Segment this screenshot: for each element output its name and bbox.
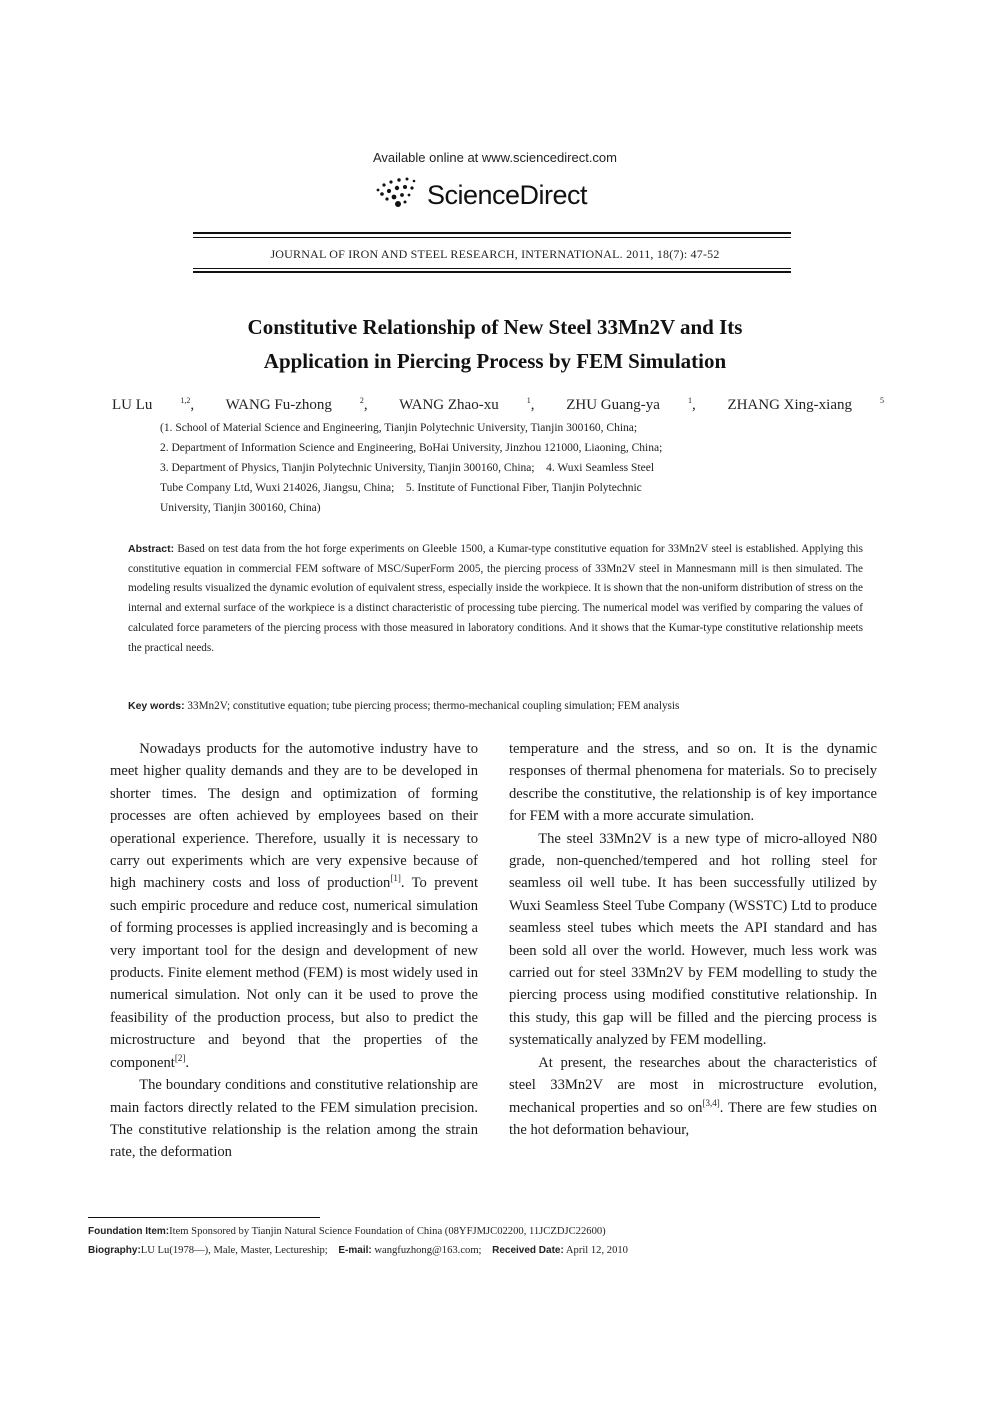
citation: [2] — [174, 1052, 186, 1063]
paragraph: Nowadays products for the automotive industry have to meet higher quality demands and they are to be developed in shorter times. The design and optimization of forming processes are often achieved by employees based on their operational experience. Therefore, usually it is necessary to carry out experiments which are very expensive because of high machinery costs and loss of production[1]. To prevent such empiric procedure and reduce cost, numerical simulation of forming processes is applied increasingly and is becoming a very important tool for the design and development of new products. Finite element method (FEM) is most widely used in numerical simulation. Not only can it be used to prove the feasibility of the production process, but also to predict the microstructure and beyond that the properties of the component[2]. — [110, 741, 478, 1071]
author: ZHANG Xing-xiang $^5$ — [727, 396, 885, 413]
author: LU Lu $^{1,2}$, — [112, 396, 195, 413]
keywords-label: Key words: — [128, 700, 185, 712]
keywords — [128, 697, 888, 716]
header-rule-top — [193, 232, 791, 234]
affiliations — [160, 418, 870, 518]
author-list — [112, 397, 892, 414]
paragraph: At present, the researches about the characteristics of steel 33Mn2V are most in microstructure evolution, mechanical properties and so on[3,4]. There are few studies on the hot deformation behaviour, — [509, 1054, 877, 1138]
header-rule-bottom — [193, 268, 791, 269]
author: WANG Fu-zhong $^2$, — [225, 396, 368, 413]
affiliation-line: 2. Department of Information Science and Engineering, BoHai University, Jinzhou 121000, Liaoning, China; — [160, 442, 663, 454]
abstract-text: Based on test data from the hot forge experiments on Gleeble 1500, a Kumar-type constitutive equation for 33Mn2V steel is established. Applying this constitutive equation in commercial FEM software of MSC/SuperForm 2005, the piercing process of 33Mn2V steel in Mannesmann mill is then simulated. The modeling results visualized the dynamic evolution of equivalent stress, especially inside the workpiece. It is shown that the non-uniform distribution of stress on the internal and external surface of the workpiece is a distinct characteristic of processing tube piercing. The numerical model was verified by comparing the values of calculated force parameters of the piercing process with those measured in laboratory conditions. And it shows that the Kumar-type constitutive relationship meets the practical needs. — [128, 543, 863, 654]
foundation-footnote: Foundation Item:Item Sponsored by Tianjin Natural Science Foundation of China (08YFJMJC02200, 11JCZDJC22600) — [88, 1226, 606, 1237]
sciencedirect-logo — [372, 168, 672, 218]
paper-title — [0, 310, 990, 378]
header-rule-top-thin — [193, 237, 791, 238]
paragraph: The steel 33Mn2V is a new type of micro-alloyed N80 grade, non-quenched/tempered and hot rolling steel for seamless oil well tube. It has been successfully utilized by Wuxi Seamless Steel Tube Company (WSSTC) Ltd to produce seamless steel tubes which meets the API standard and has been sold all over the world. However, much less work was carried out for steel 33Mn2V by FEM modelling to study the piercing process using modified constitutive relationship. In this study, this gap will be filled and the piercing process is systematically analyzed by FEM modelling. — [509, 830, 877, 1049]
paragraph: The boundary conditions and constitutive relationship are main factors directly related to the FEM simulation precision. The constitutive relationship is the relation among the strain rate, the deformation — [110, 1077, 478, 1161]
citation: [3,4] — [702, 1097, 720, 1108]
abstract-label: Abstract: — [128, 543, 175, 555]
affiliation-line: 3. Department of Physics, Tianjin Polytechnic University, Tianjin 300160, China; 4. Wuxi Seamless Steel — [160, 462, 655, 474]
body-column-right — [509, 738, 877, 1141]
affiliation-line: (1. School of Material Science and Engineering, Tianjin Polytechnic University, Tianjin 300160, China; — [160, 422, 638, 434]
keywords-text: 33Mn2V; constitutive equation; tube piercing process; thermo-mechanical coupling simulation; FEM analysis — [187, 700, 680, 712]
author: WANG Zhao-xu $^1$, — [399, 396, 535, 413]
footnote-divider — [88, 1217, 320, 1218]
body-column-left — [110, 738, 478, 1164]
footnotes — [88, 1222, 908, 1260]
biography-footnote: Biography:LU Lu(1978—), Male, Master, Lectureship; E-mail: wangfuzhong@163.com; Received Date: April 12, 2010 — [88, 1245, 628, 1256]
title-line-1: Constitutive Relationship of New Steel 33Mn2V and Its — [247, 315, 743, 339]
affiliation-line: Tube Company Ltd, Wuxi 214026, Jiangsu, China; 5. Institute of Functional Fiber, Tianjin Polytechnic — [160, 482, 642, 494]
sciencedirect-dots-icon — [372, 172, 424, 212]
title-line-2: Application in Piercing Process by FEM Simulation — [263, 349, 727, 373]
header-rule-bottom-thick — [193, 271, 791, 273]
available-online-notice: Available online at www.sciencedirect.com — [373, 150, 617, 165]
paragraph: temperature and the stress, and so on. It is the dynamic responses of thermal phenomena for materials. So to precisely describe the constitutive, the relationship is of key importance for FEM with a more accurate simulation. — [509, 741, 877, 825]
sciencedirect-wordmark: ScienceDirect — [427, 180, 588, 210]
citation: [1] — [390, 873, 401, 884]
author: ZHU Guang-ya $^1$, — [566, 396, 696, 413]
abstract — [128, 540, 863, 658]
affiliation-line: University, Tianjin 300160, China) — [160, 502, 321, 514]
journal-citation: JOURNAL OF IRON AND STEEL RESEARCH, INTERNATIONAL. 2011, 18(7): 47-52 — [270, 247, 720, 261]
